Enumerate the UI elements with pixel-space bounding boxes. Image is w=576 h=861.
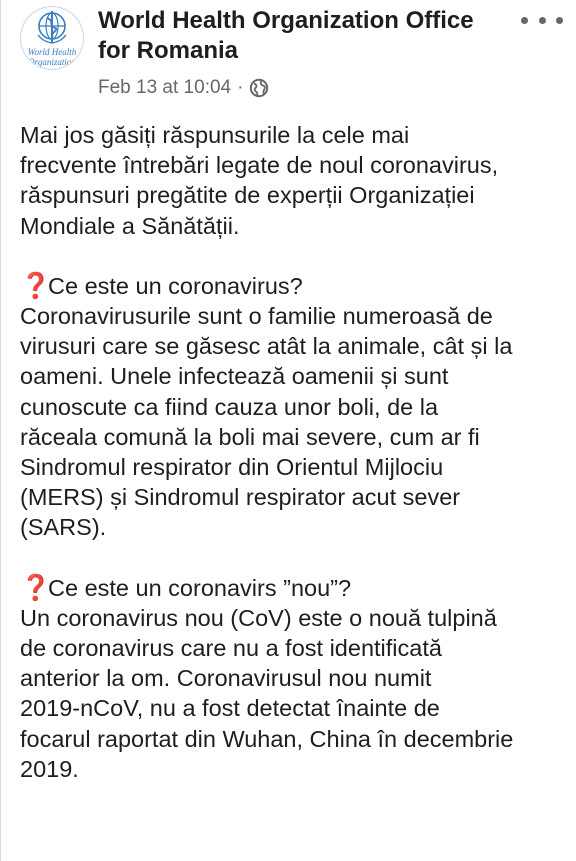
more-dot (556, 17, 563, 24)
more-dot (539, 17, 546, 24)
answer-line: Un coronavirus nou (CoV) este o nouă tulpină (20, 604, 497, 631)
answer-line: 2019. (20, 755, 79, 782)
answer-line: focarul raportat din Wuhan, China în decembrie (20, 725, 514, 752)
question-heading (20, 573, 565, 603)
post-timestamp[interactable]: Feb 13 at 10:04 (98, 77, 232, 98)
answer-line: Sindromul respirator din Orientul Mijlociu (20, 454, 444, 481)
answer-line: Coronavirusurile sunt o familie numeroasă de (20, 303, 493, 330)
faq-question-2 (20, 573, 565, 784)
intro-paragraph (20, 120, 565, 241)
faq-question-1 (20, 271, 565, 543)
question-mark-icon: ❓ (20, 573, 52, 602)
intro-line: răspunsuri pregătite de experții Organizației (20, 182, 475, 209)
answer-line: (MERS) și Sindromul respirator acut sever (20, 484, 461, 511)
avatar-logo-text (21, 47, 83, 67)
question-text: Ce este un coronavirus? (48, 272, 303, 299)
question-text: Ce este un coronavirs ”nou”? (48, 574, 352, 601)
question-heading (20, 271, 565, 301)
answer-line: anterior la om. Coronavirusul nou numit (20, 665, 432, 692)
answer-line: de coronavirus care nu a fost identificată (20, 635, 442, 662)
question-mark-icon: ❓ (20, 271, 52, 300)
answer-line: cunoscute ca fiind cauza unor boli, de la (20, 393, 439, 420)
globe-icon[interactable] (249, 78, 269, 98)
who-logo-icon (35, 9, 69, 45)
post-meta (98, 76, 269, 100)
more-dot (521, 17, 528, 24)
post-content (20, 120, 565, 784)
avatar-text-line1: World Health (27, 47, 77, 57)
post-header (1, 0, 576, 110)
intro-line: Mondiale a Sănătății. (20, 212, 240, 239)
avatar-text-line2: Organization (28, 57, 76, 67)
page-name-link[interactable]: World Health Organization Office for Romania (98, 7, 474, 64)
answer-line: virusuri care se găsesc atât la animale, cât și la (20, 333, 513, 360)
intro-line: Mai jos găsiți răspunsurile la cele mai (20, 122, 410, 148)
meta-separator: · (237, 77, 244, 98)
more-options-icon[interactable] (521, 10, 563, 30)
page-avatar[interactable] (20, 6, 84, 70)
answer-line: răceala comună la boli mai severe, cum ar fi (20, 423, 480, 450)
answer-line: 2019-nCoV, nu a fost detectat înainte de (20, 695, 440, 722)
answer-line: oameni. Unele infectează oamenii și sunt (20, 363, 449, 390)
answer-line: (SARS). (20, 514, 107, 541)
intro-line: frecvente întrebări legate de noul coronavirus, (20, 152, 499, 179)
